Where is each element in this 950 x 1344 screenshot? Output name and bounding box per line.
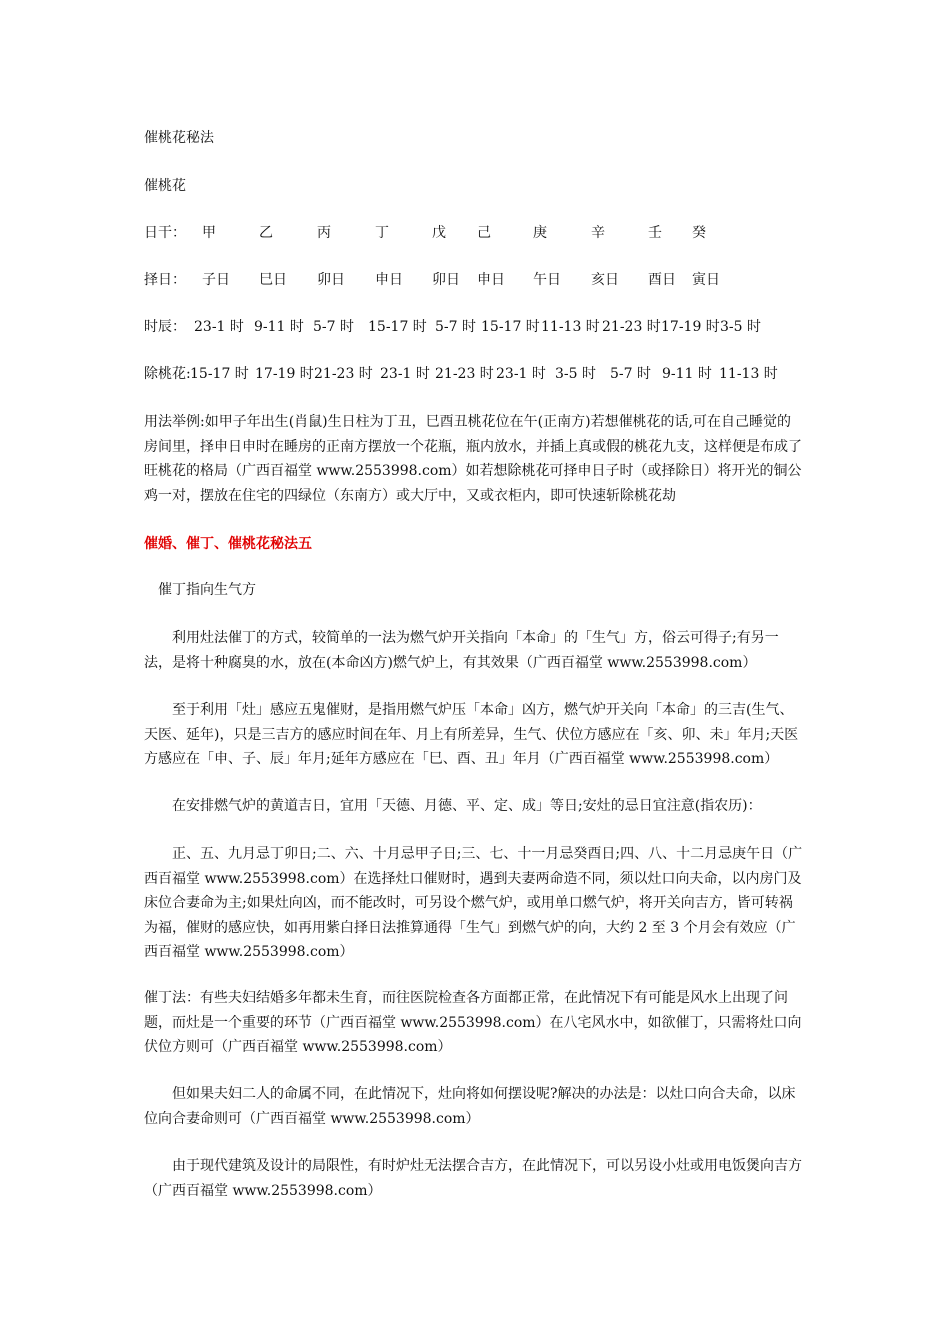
zeri-cell: 申日 xyxy=(477,272,505,288)
rizhi-label: 日干： xyxy=(144,225,186,241)
chu-cell: 11-13 时 xyxy=(719,366,778,382)
zeri-cell: 申日 xyxy=(375,272,403,288)
shichen-cell: 9-11 时 xyxy=(254,319,304,335)
rizhi-cell: 己 xyxy=(477,225,491,241)
body-paragraph: 至于利用「灶」感应五鬼催财，是指用燃气炉压「本命」凶方，燃气炉开关向「本命」的三吉(生气、天医、延年)，只是三吉方的感应时间在年、月上有所差异，生气、伏位方感应在「亥、卯、未」年月;天医方感应在「申、子、辰」年月;延年方感应在「巳、酉、丑」年月（广西百福堂 www.2553998.com） xyxy=(144,702,799,767)
zeri-cell: 卯日 xyxy=(432,272,460,288)
doc-title: 催桃花秘法 xyxy=(144,130,214,146)
section-subtitle: 催丁指向生气方 xyxy=(158,582,256,598)
zeri-cell: 巳日 xyxy=(259,272,287,288)
rizhi-cell: 丁 xyxy=(375,225,389,241)
chu-cell: 21-23 时 xyxy=(314,366,373,382)
rizhi-cell: 庚 xyxy=(533,225,547,241)
body-paragraph: 但如果夫妇二人的命属不同，在此情况下，灶向将如何摆设呢?解决的办法是：以灶口向合夫命，以床位向合妻命则可（广西百福堂 www.2553998.com） xyxy=(144,1086,796,1127)
body-paragraph: 利用灶法催丁的方式，较简单的一法为燃气炉开关指向「本命」的「生气」方，俗云可得子;有另一法，是将十种腐臭的水，放在(本命凶方)燃气炉上，有其效果（广西百福堂 www.2553998.com） xyxy=(144,630,779,671)
body-paragraph: 由于现代建筑及设计的局限性，有时炉灶无法摆合吉方，在此情况下，可以另设小灶或用电饭煲向吉方（广西百福堂 www.2553998.com） xyxy=(144,1158,802,1199)
shichen-cell: 5-7 时 xyxy=(313,319,354,335)
rizhi-cell: 戊 xyxy=(432,225,446,241)
zeri-cell: 午日 xyxy=(533,272,561,288)
shichen-cell: 5-7 时 xyxy=(435,319,476,335)
rizhi-cell: 乙 xyxy=(259,225,273,241)
doc-subtitle: 催桃花 xyxy=(144,178,186,194)
shichen-cell: 23-1 时 xyxy=(194,319,244,335)
chu-cell: 5-7 时 xyxy=(610,366,651,382)
chu-cell: 9-11 时 xyxy=(662,366,712,382)
chu-cell: 3-5 时 xyxy=(555,366,596,382)
chu-cell: 23-1 时 xyxy=(380,366,430,382)
chu-cell: 15-17 时 xyxy=(190,366,249,382)
rizhi-cell: 辛 xyxy=(591,225,605,241)
shichen-cell: 21-23 时 xyxy=(602,319,661,335)
chu-cell: 17-19 时 xyxy=(255,366,314,382)
body-paragraph: 催丁法：有些夫妇结婚多年都未生育，而往医院检查各方面都正常，在此情况下有可能是风水上出现了问题，而灶是一个重要的环节（广西百福堂 www.2553998.com）在八宅风水中，如欲催丁，只需将灶口向伏位方则可（广西百福堂 www.2553998.com） xyxy=(144,990,802,1055)
shichen-cell: 3-5 时 xyxy=(720,319,761,335)
zeri-cell: 卯日 xyxy=(317,272,345,288)
shichen-cell: 11-13 时 xyxy=(541,319,600,335)
shichen-cell: 15-17 时 xyxy=(368,319,427,335)
zeri-cell: 寅日 xyxy=(692,272,720,288)
chu-label: 除桃花: xyxy=(144,366,191,382)
chu-cell: 23-1 时 xyxy=(496,366,546,382)
rizhi-cell: 丙 xyxy=(317,225,331,241)
shichen-cell: 15-17 时 xyxy=(481,319,540,335)
rizhi-cell: 壬 xyxy=(648,225,662,241)
shichen-cell: 17-19 时 xyxy=(661,319,720,335)
body-paragraph: 正、五、九月忌丁卯日;二、六、十月忌甲子日;三、七、十一月忌癸酉日;四、八、十二月忌庚午日（广西百福堂 www.2553998.com）在选择灶口催财时，遇到夫妻两命造不同，须以灶口向夫命，以内房门及床位合妻命为主;如果灶向凶，而不能改时，可另设个燃气炉，或用单口燃气炉，将开关向吉方，皆可转祸为福，催财的感应快，如再用紫白择日法推算通得「生气」到燃气炉的向，大约 2 至 3 个月会有效应（广西百福堂 www.2553998.com） xyxy=(144,846,803,960)
zeri-cell: 酉日 xyxy=(648,272,676,288)
zeri-label: 择日： xyxy=(144,272,186,288)
section-heading: 催婚、催丁、催桃花秘法五 xyxy=(144,536,312,552)
body-paragraph: 在安排燃气炉的黄道吉日，宜用「天德、月德、平、定、成」等日;安灶的忌日宜注意(指农历)： xyxy=(172,798,762,814)
usage-paragraph: 用法举例:如甲子年出生(肖鼠)生日柱为丁丑，巳酉丑桃花位在午(正南方)若想催桃花的话,可在自己睡觉的房间里，择申日申时在睡房的正南方摆放一个花瓶，瓶内放水，并插上真或假的桃花九支，这样便是布成了旺桃花的格局（广西百福堂 www.2553998.com）如若想除桃花可择申日子时（或择除日）将开光的铜公鸡一对，摆放在住宅的四绿位（东南方）或大厅中，又或衣柜内，即可快速斩除桃花劫 xyxy=(144,414,802,504)
zeri-cell: 亥日 xyxy=(591,272,619,288)
zeri-cell: 子日 xyxy=(202,272,230,288)
rizhi-cell: 癸 xyxy=(692,225,706,241)
rizhi-cell: 甲 xyxy=(202,225,216,241)
chu-cell: 21-23 时 xyxy=(435,366,494,382)
shichen-label: 时辰： xyxy=(144,319,186,335)
